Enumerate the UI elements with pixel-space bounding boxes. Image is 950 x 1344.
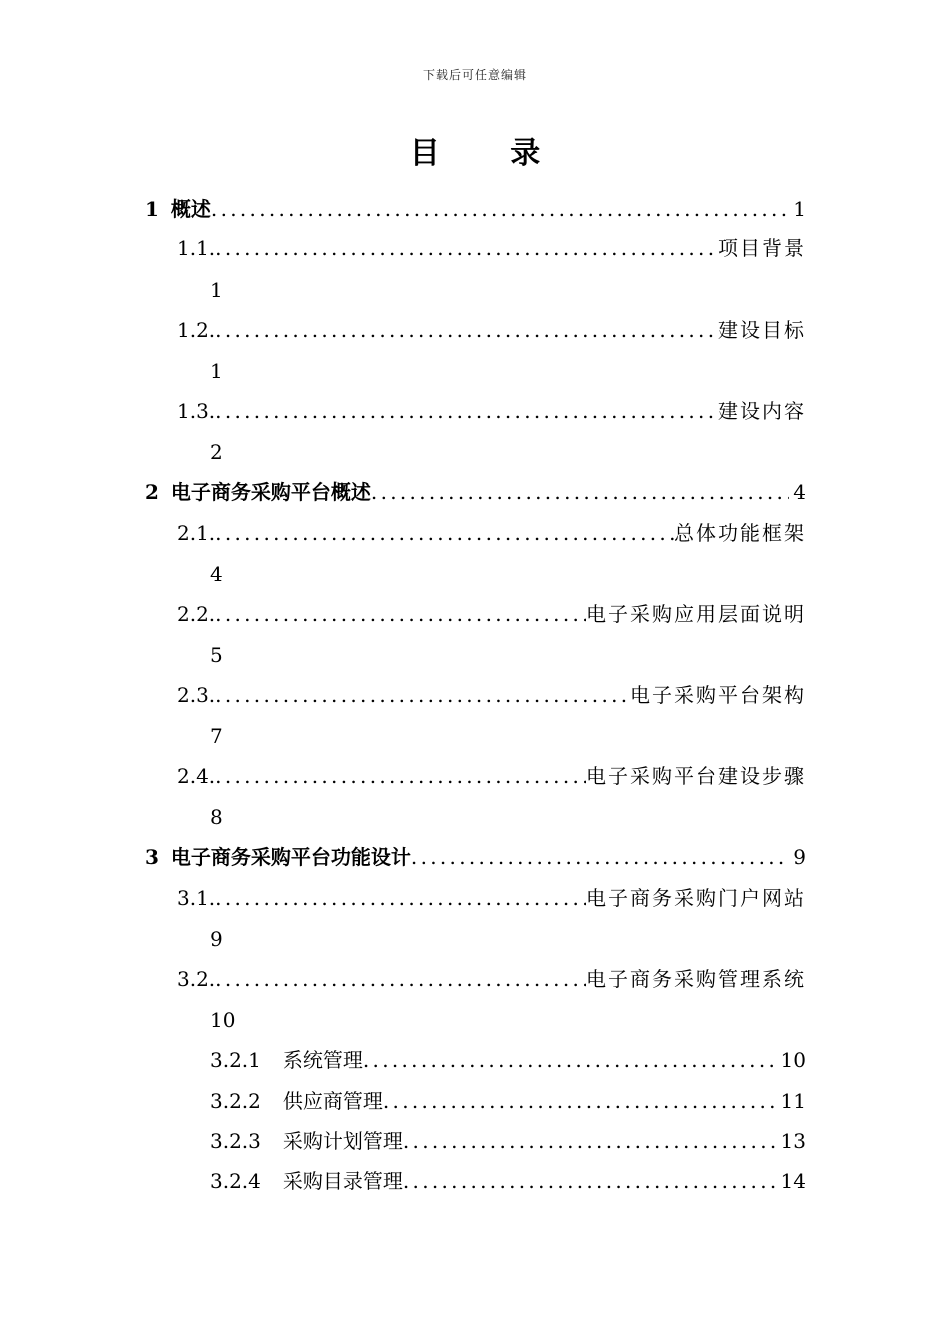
toc-entry-number: 3.2.2 [210,1089,261,1113]
toc-entry-title: 项目背景 [718,236,806,260]
toc-leader-dots [215,518,674,548]
toc-leader-dots [363,1045,777,1075]
toc-entry-page: 4 [210,562,223,586]
toc-leader-dots [215,964,586,994]
toc-entry-number: 1.2. [177,318,216,342]
toc-entry-3-2-2[interactable] [210,1086,806,1116]
toc-entry-3[interactable] [145,842,806,872]
toc-entry-3-2-4[interactable] [210,1166,806,1196]
toc-entry-title: 采购目录管理 [282,1169,403,1193]
toc-entry-number: 2 [145,480,159,504]
toc-entry-title: 采购计划管理 [282,1129,403,1153]
toc-entry-page: 7 [210,724,223,748]
toc-entry-3-2[interactable] [177,964,806,994]
toc-entry-title: 建设内容 [718,399,806,423]
toc-leader-dots [383,1086,777,1116]
toc-entry-3-2-1[interactable] [210,1045,806,1075]
toc-entry-title: 电子采购应用层面说明 [586,602,806,626]
toc-leader-dots [215,233,718,263]
toc-entry-page: 5 [210,643,223,667]
toc-entry-title: 概述 [170,197,211,221]
toc-leader-dots [215,315,718,345]
toc-leader-dots [411,842,789,872]
toc-entry-page: 10 [210,1008,236,1032]
toc-entry-page: 2 [210,440,223,464]
toc-entry-page: 1 [793,197,806,221]
toc-entry-page: 13 [780,1129,806,1153]
toc-entry-number: 2.3. [177,683,216,707]
toc-entry-1-1[interactable] [177,233,806,263]
toc-entry-page: 9 [210,927,223,951]
toc-entry-3-1[interactable] [177,883,806,913]
toc-entry-number: 3.2.4 [210,1169,261,1193]
toc-entry-number: 1.3. [177,399,216,423]
toc-entry-1-2[interactable] [177,315,806,345]
toc-entry-number: 2.1. [177,521,216,545]
toc-entry-page: 10 [780,1048,806,1072]
toc-entry-number: 3.2.3 [210,1129,261,1153]
toc-entry-page: 4 [793,480,806,504]
toc-entry-number: 3.2. [177,967,216,991]
toc-entry-page: 8 [210,805,223,829]
toc-entry-2-2[interactable] [177,599,806,629]
toc-leader-dots [403,1166,777,1196]
toc-leader-dots [215,883,586,913]
toc-entry-title: 电子商务采购管理系统 [586,967,806,991]
toc-entry-number: 3 [145,845,159,869]
toc-leader-dots [403,1126,777,1156]
toc-entry-title: 供应商管理 [282,1089,383,1113]
toc-leader-dots [215,396,718,426]
toc-leader-dots [215,599,586,629]
toc-entry-3-2-3[interactable] [210,1126,806,1156]
toc-entry-2-1[interactable] [177,518,806,548]
toc-entry-2-3[interactable] [177,680,806,710]
toc-entry-page: 11 [780,1089,806,1113]
toc-entry-page: 1 [210,359,223,383]
toc-entry-page: 14 [780,1169,806,1193]
toc-entry-1[interactable] [145,194,806,224]
toc-entry-title: 电子商务采购平台功能设计 [170,845,411,869]
toc-entry-title: 总体功能框架 [674,521,806,545]
toc-entry-1-3[interactable] [177,396,806,426]
toc-entry-2-4[interactable] [177,761,806,791]
toc-leader-dots [215,680,630,710]
toc-leader-dots [215,761,586,791]
toc-leader-dots [371,477,789,507]
page-header: 下载后可任意编辑 [422,68,527,82]
toc-entry-title: 电子采购平台建设步骤 [586,764,806,788]
toc-entry-title: 电子采购平台架构 [630,683,806,707]
toc-entry-page: 1 [210,278,223,302]
toc-entry-number: 3.2.1 [210,1048,261,1072]
toc-title: 目 录 [409,136,571,171]
toc-entry-title: 电子商务采购门户网站 [586,886,806,910]
toc-entry-2[interactable] [145,477,806,507]
toc-entry-number: 2.2. [177,602,216,626]
toc-entry-title: 电子商务采购平台概述 [170,480,371,504]
toc-entry-number: 3.1. [177,886,216,910]
toc-entry-number: 1 [145,197,159,221]
toc-entry-page: 9 [793,845,806,869]
toc-entry-number: 1.1. [177,236,216,260]
toc-entry-title: 系统管理 [282,1048,363,1072]
toc-leader-dots [211,194,789,224]
toc-entry-title: 建设目标 [718,318,806,342]
toc-entry-number: 2.4. [177,764,216,788]
